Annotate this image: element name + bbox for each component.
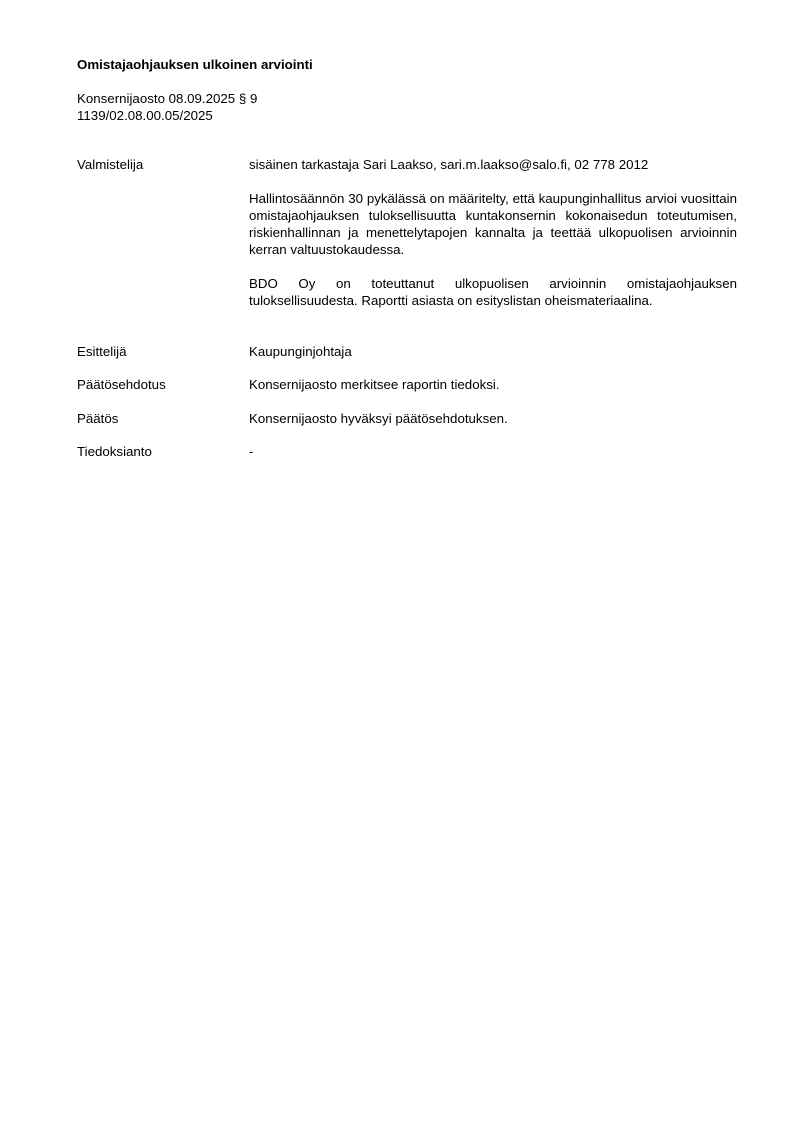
meeting-reference: Konsernijaosto 08.09.2025 § 9 (77, 91, 258, 106)
page-title: Omistajaohjauksen ulkoinen arviointi (77, 57, 313, 72)
preparer-info: sisäinen tarkastaja Sari Laakso, sari.m.laakso@salo.fi, 02 778 2012 (249, 157, 649, 172)
label-esittelija: Esittelijä (77, 344, 127, 359)
preparation-paragraph-2: BDO Oy on toteuttanut ulkopuolisen arvioinnin omistajaohjauksen tuloksellisuudesta. Raportti asiasta on esityslistan oheismateriaalina. (249, 276, 737, 308)
record-number: 1139/02.08.00.05/2025 (77, 108, 213, 123)
preparation-paragraph-1: Hallintosäännön 30 pykälässä on määritelty, että kaupunginhallitus arvioi vuosittain omistajaohjauksen tuloksellisuutta kuntakonsernin kokonaisedun toteutumisen, riskienhallinnan ja menettelytapojen kannalta ja teettää ulkopuolisen arvioinnin kerran valtuustokaudessa. (249, 191, 737, 257)
decision-value: Konsernijaosto hyväksyi päätösehdotuksen. (249, 411, 508, 426)
label-tiedoksianto: Tiedoksianto (77, 444, 152, 459)
proposal-value: Konsernijaosto merkitsee raportin tiedoksi. (249, 377, 500, 392)
notification-value: - (249, 444, 254, 459)
presenter-value: Kaupunginjohtaja (249, 344, 352, 359)
label-valmistelija: Valmistelija (77, 157, 144, 172)
label-paatosehdotus: Päätösehdotus (77, 377, 166, 392)
label-paatos: Päätös (77, 411, 119, 426)
